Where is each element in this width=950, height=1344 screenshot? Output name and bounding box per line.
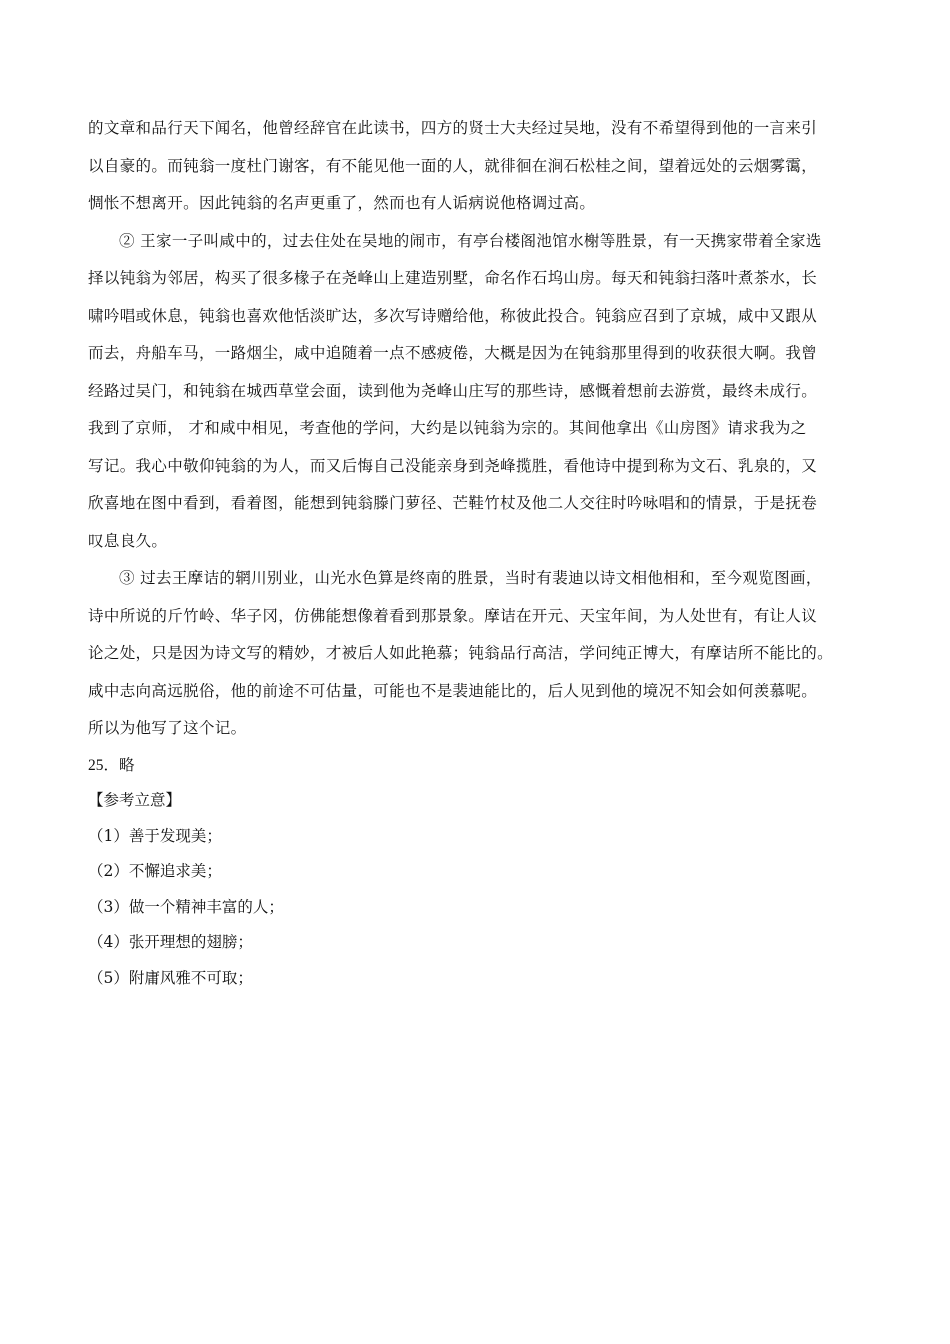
paragraph-line: 叹息良久。: [88, 531, 168, 550]
reference-item: （3）做一个精神丰富的人；: [88, 897, 284, 916]
paragraph-line: 欣喜地在图中看到，看着图，能想到钝翁滕门萝径、芒鞋竹杖及他二人交往时吟咏唱和的情景，于是抚卷: [88, 494, 818, 512]
reference-item: （5）附庸风雅不可取；: [88, 968, 253, 987]
paragraph-line: 啸吟唱或休息，钝翁也喜欢他恬淡旷达，多次写诗赠给他，称彼此投合。钝翁应召到了京城，咸中又跟从: [88, 306, 818, 325]
paragraph-line: 惆怅不想离开。因此钝翁的名声更重了，然而也有人诟病说他格调过高。: [88, 194, 596, 212]
paragraph-line: ③ 过去王摩诘的辋川别业，山光水色算是终南的胜景，当时有裴迪以诗文相他相和，至今观览图画，: [119, 569, 822, 587]
document-body: [88, 110, 868, 996]
reference-item: （2）不懈追求美；: [88, 862, 222, 880]
reference-list: [88, 819, 868, 997]
paragraph-line: 择以钝翁为邻居，构买了很多椽子在尧峰山上建造别墅，命名作石坞山房。每天和钝翁扫落叶煮茶水，长: [88, 269, 818, 287]
question-answer-text: 略: [119, 755, 135, 774]
paragraph-line: 所以为他写了这个记。: [88, 719, 247, 737]
paragraph-line: 咸中志向高远脱俗，他的前途不可估量，可能也不是裴迪能比的，后人见到他的境况不知会如何羡慕呢。: [88, 681, 818, 700]
paragraph-line: 诗中所说的斤竹岭、华子冈，仿佛能想像着看到那景象。摩诘在开元、天宝年间，为人处世有，有让人议: [88, 606, 818, 625]
paragraph-line: 我到了京师， 才和咸中相见，考查他的学问，大约是以钝翁为宗的。其间他拿出《山房图》请求我为之: [88, 419, 807, 437]
reference-item: （1）善于发现美；: [88, 826, 222, 845]
paragraph-line: 的文章和品行天下闻名，他曾经辞官在此读书，四方的贤士大夫经过吴地，没有不希望得到他的一言来引: [88, 119, 818, 137]
translation-paragraph-2: [88, 223, 868, 561]
paragraph-line: ② 王家一子叫咸中的，过去住处在吴地的闹市，有亭台楼阁池馆水榭等胜景，有一天携家带着全家选: [119, 231, 822, 250]
reference-heading: 【参考立意】: [88, 791, 182, 809]
reference-item: （4）张开理想的翅膀；: [88, 933, 253, 951]
translation-paragraph-1: [88, 110, 868, 223]
paragraph-line: 论之处，只是因为诗文写的精妙，才被后人如此艳慕；钝翁品行高洁，学问纯正博大，有摩诘所不能比的。: [88, 644, 833, 662]
paragraph-line: 而去，舟船车马，一路烟尘，咸中追随着一点不感疲倦，大概是因为在钝翁那里得到的收获很大啊。我曾: [88, 344, 818, 362]
question-25-answer: [88, 748, 868, 784]
question-number: 25．: [88, 756, 120, 774]
translation-paragraph-3: [88, 560, 868, 748]
paragraph-line: 以自豪的。而钝翁一度杜门谢客，有不能见他一面的人，就徘徊在涧石松桂之间，望着远处的云烟雾霭，: [88, 156, 818, 175]
paragraph-line: 写记。我心中敬仰钝翁的为人，而又后悔自己没能亲身到尧峰揽胜，看他诗中提到称为文石、乳泉的，又: [88, 456, 818, 475]
paragraph-line: 经路过吴门，和钝翁在城西草堂会面，读到他为尧峰山庄写的那些诗，感慨着想前去游赏，最终未成行。: [88, 381, 818, 400]
